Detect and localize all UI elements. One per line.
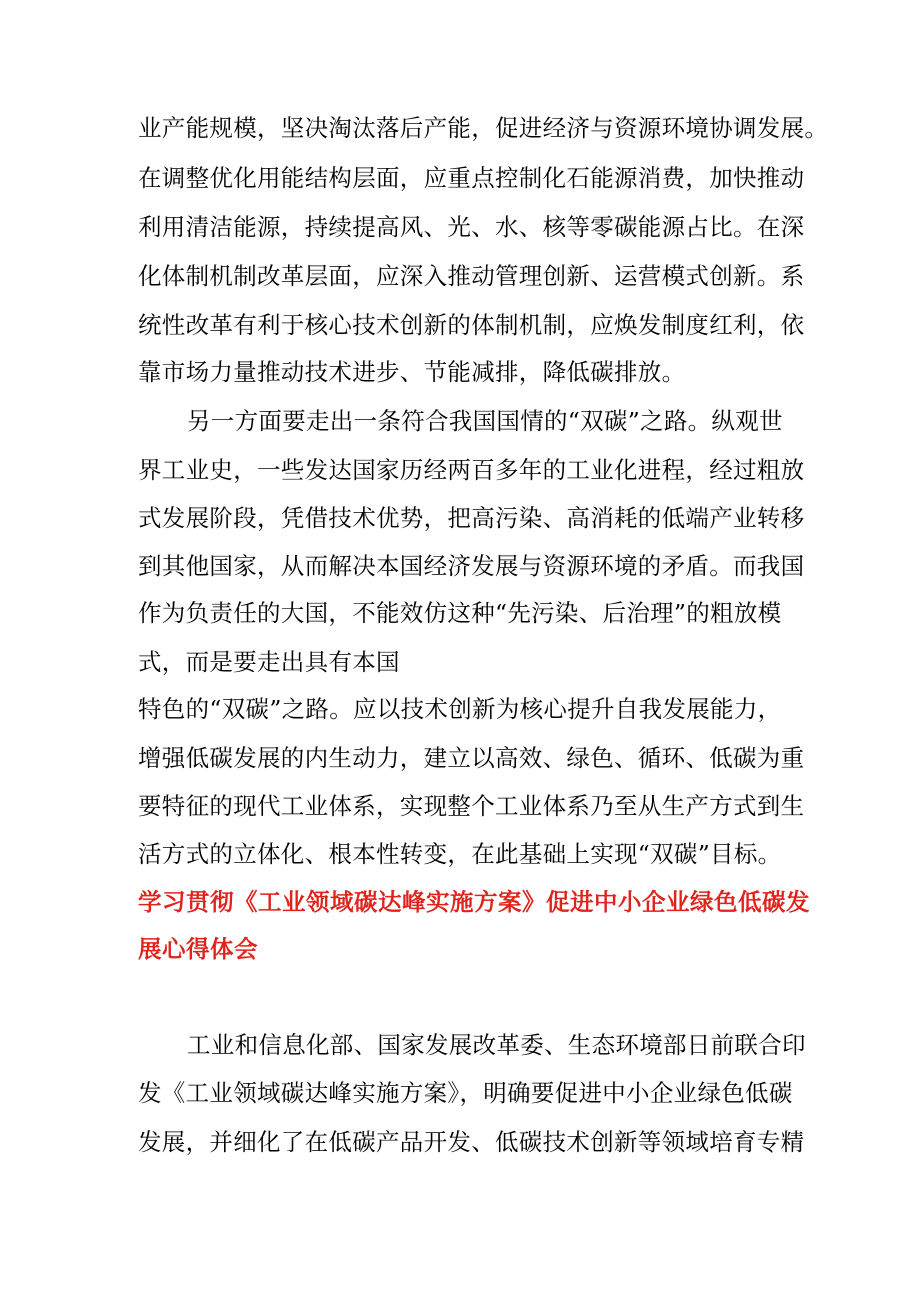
paragraph-1-line-3: 利用清洁能源，持续提高风、光、水、核等零碳能源占比。在深 xyxy=(138,213,805,241)
paragraph-2-line-5: 作为负责任的大国，不能效仿这种“先污染、后治理”的粗放模 xyxy=(138,599,782,627)
paragraph-1-line-1: 业产能规模，坚决淘汰落后产能，促进经济与资源环境协调发展。 xyxy=(138,114,829,142)
paragraph-1-line-6: 靠市场力量推动技术进步、节能减排，降低碳排放。 xyxy=(138,358,686,386)
paragraph-2-line-10: 活方式的立体化、根本性转变，在此基础上实现“双碳”目标。 xyxy=(138,840,782,868)
paragraph-2-line-2: 界工业史，一些发达国家历经两百多年的工业化进程，经过粗放 xyxy=(138,456,805,484)
paragraph-2-line-6: 式，而是要走出具有本国 xyxy=(138,648,400,676)
paragraph-3-line-3: 发展，并细化了在低碳产品开发、低碳技术创新等领域培育专精 xyxy=(138,1128,805,1156)
section-heading-line-1: 学习贯彻《工业领域碳达峰实施方案》促进中小企业绿色低碳发 xyxy=(138,888,810,916)
paragraph-2-line-9: 要特征的现代工业体系，实现整个工业体系乃至从生产方式到生 xyxy=(138,792,805,820)
section-heading-line-2: 展心得体会 xyxy=(138,935,258,963)
paragraph-2-line-7: 特色的“双碳”之路。应以技术创新为核心提升自我发展能力， xyxy=(138,695,782,723)
paragraph-1-line-5: 统性改革有利于核心技术创新的体制机制，应焕发制度红利，依 xyxy=(138,311,805,339)
paragraph-2-line-3: 式发展阶段，凭借技术优势，把高污染、高消耗的低端产业转移 xyxy=(138,504,805,532)
paragraph-1-line-2: 在调整优化用能结构层面，应重点控制化石能源消费，加快推动 xyxy=(138,164,805,192)
paragraph-2-line-1: 另一方面要走出一条符合我国国情的“双碳”之路。纵观世 xyxy=(187,407,783,435)
paragraph-3-line-1: 工业和信息化部、国家发展改革委、生态环境部日前联合印 xyxy=(187,1031,806,1059)
paragraph-1-line-4: 化体制机制改革层面，应深入推动管理创新、运营模式创新。系 xyxy=(138,262,805,290)
paragraph-2-line-8: 增强低碳发展的内生动力，建立以高效、绿色、循环、低碳为重 xyxy=(138,744,805,772)
paragraph-2-line-4: 到其他国家，从而解决本国经济发展与资源环境的矛盾。而我国 xyxy=(138,552,805,580)
paragraph-3-line-2: 发《工业领域碳达峰实施方案》，明确要促进中小企业绿色低碳 xyxy=(138,1079,793,1107)
